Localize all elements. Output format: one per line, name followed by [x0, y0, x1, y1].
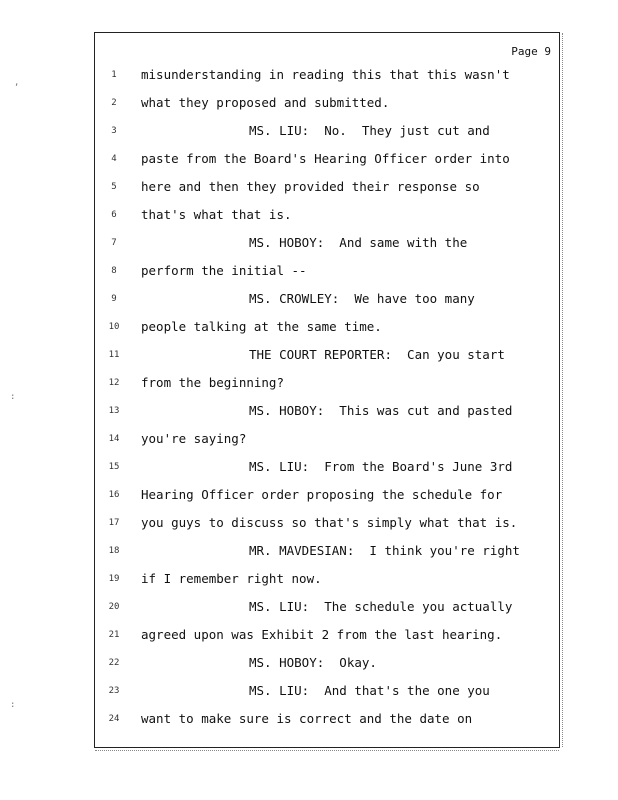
line-text: you guys to discuss so that's simply what that is. [141, 515, 518, 530]
transcript-line [95, 119, 559, 143]
transcript-line [95, 707, 559, 731]
line-text: Hearing Officer order proposing the schedule for [141, 487, 503, 502]
transcript-line [95, 175, 559, 199]
line-number: 4 [111, 154, 117, 164]
line-text: if I remember right now. [141, 571, 322, 586]
transcript-line [95, 343, 559, 367]
line-text: what they proposed and submitted. [141, 95, 390, 110]
transcript-line [95, 651, 559, 675]
line-text: MS. HOBOY: This was cut and pasted [249, 403, 513, 418]
line-text: MS. LIU: No. They just cut and [249, 123, 490, 138]
page-number: Page 9 [511, 45, 551, 58]
line-number: 16 [108, 490, 120, 500]
line-number: 6 [111, 210, 117, 220]
line-number: 23 [108, 686, 120, 696]
line-number: 5 [111, 182, 117, 192]
line-text: from the beginning? [141, 375, 284, 390]
line-number: 12 [108, 378, 120, 388]
transcript-line [95, 63, 559, 87]
line-text: people talking at the same time. [141, 319, 382, 334]
transcript-line [95, 455, 559, 479]
page-edge-right [561, 33, 563, 747]
transcript-line [95, 399, 559, 423]
line-number: 9 [111, 294, 117, 304]
line-text: MS. HOBOY: And same with the [249, 235, 468, 250]
transcript-line [95, 679, 559, 703]
line-number: 14 [108, 434, 120, 444]
line-number: 2 [111, 98, 117, 108]
transcript-line [95, 483, 559, 507]
line-text: MR. MAVDESIAN: I think you're right [249, 543, 520, 558]
line-text: MS. LIU: The schedule you actually [249, 599, 513, 614]
line-text: THE COURT REPORTER: Can you start [249, 347, 505, 362]
line-text: want to make sure is correct and the date on [141, 711, 473, 726]
transcript-line [95, 287, 559, 311]
line-number: 22 [108, 658, 120, 668]
transcript-line [95, 427, 559, 451]
transcript-line [95, 567, 559, 591]
line-text: MS. CROWLEY: We have too many [249, 291, 475, 306]
line-number: 18 [108, 546, 120, 556]
page-edge-bottom [95, 749, 559, 751]
line-text: here and then they provided their response so [141, 179, 480, 194]
line-text: perform the initial -- [141, 263, 307, 278]
line-text: that's what that is. [141, 207, 292, 222]
line-text: MS. LIU: From the Board's June 3rd [249, 459, 513, 474]
transcript-line [95, 315, 559, 339]
transcript-line [95, 595, 559, 619]
line-text: misunderstanding in reading this that this wasn't [141, 67, 510, 82]
line-number: 10 [108, 322, 120, 332]
line-text: MS. LIU: And that's the one you [249, 683, 490, 698]
line-number: 3 [111, 126, 117, 136]
line-text: MS. HOBOY: Okay. [249, 655, 377, 670]
transcript-page [94, 32, 560, 748]
line-text: you're saying? [141, 431, 247, 446]
line-number: 19 [108, 574, 120, 584]
transcript-line [95, 259, 559, 283]
margin-mark: : [10, 392, 16, 402]
line-number: 7 [111, 238, 117, 248]
line-number: 20 [108, 602, 120, 612]
line-number: 1 [111, 70, 117, 80]
line-number: 17 [108, 518, 120, 528]
line-number: 15 [108, 462, 120, 472]
line-text: paste from the Board's Hearing Officer order into [141, 151, 510, 166]
transcript-line [95, 371, 559, 395]
line-number: 8 [111, 266, 117, 276]
margin-mark: : [10, 700, 16, 710]
line-number: 21 [108, 630, 120, 640]
transcript-line [95, 511, 559, 535]
transcript-line [95, 623, 559, 647]
transcript-line [95, 203, 559, 227]
line-text: agreed upon was Exhibit 2 from the last hearing. [141, 627, 503, 642]
line-number: 11 [108, 350, 120, 360]
transcript-line [95, 231, 559, 255]
line-number: 13 [108, 406, 120, 416]
margin-mark: , [14, 78, 20, 88]
transcript-lines [95, 33, 559, 747]
line-number: 24 [108, 714, 120, 724]
transcript-line [95, 147, 559, 171]
transcript-line [95, 539, 559, 563]
transcript-line [95, 91, 559, 115]
